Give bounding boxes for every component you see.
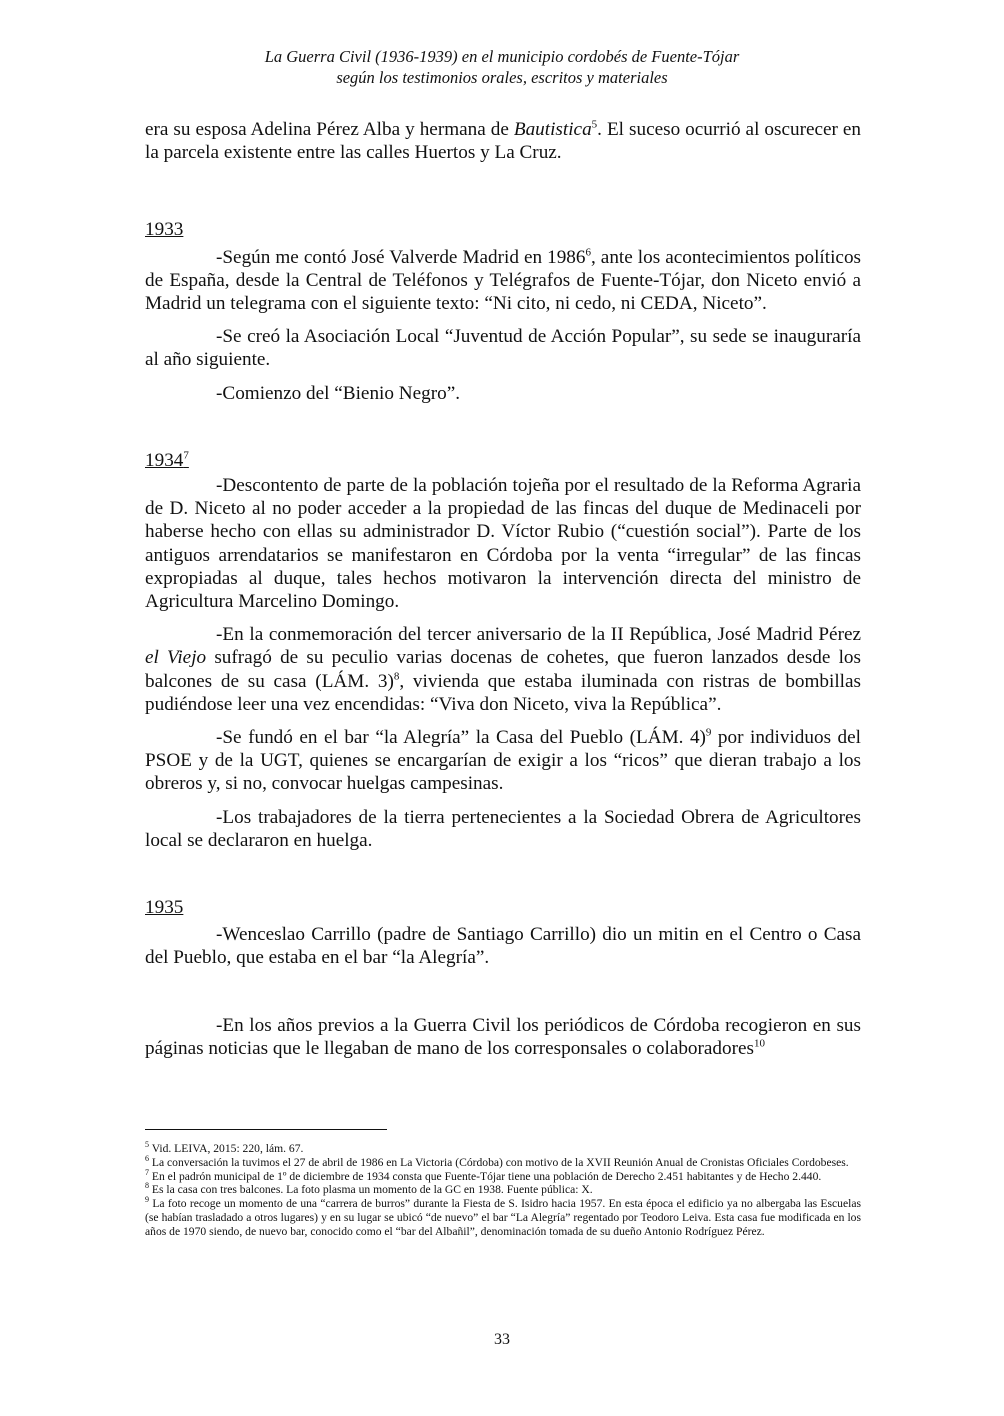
paragraph: -Se fundó en el bar “la Alegría” la Casa del Pueblo (LÁM. 4)$^9$ por individuos del PSOE y de la UGT, quienes se encargarían de exigir a los “ricos” que dieran trabajo a los obreros y, si no, convocar huelgas campesinas.: [145, 726, 861, 795]
footnote-ref: 7: [183, 449, 189, 462]
paragraph: -Comienzo del “Bienio Negro”.: [216, 382, 461, 404]
footnotes: [145, 1142, 861, 1239]
footnote: $^6$ La conversación la tuvimos el 27 de abril de 1986 en La Victoria (Córdoba) con motivo de la XVII Reunión Anual de Cronistas Oficiales Cordobeses.: [145, 1153, 849, 1169]
year-heading-1935: 1935: [145, 897, 184, 919]
paragraph: -Descontento de parte de la población tojeña por el resultado de la Reforma Agraria de D. Niceto al no poder acceder a la propiedad de las fincas del duque de Medinaceli por haberse hecho con ellas su administrador D. Víctor Rubio (“cuestión social”). Parte de los antiguos arrendatarios se manifestaron en Córdoba por la venta “irregular” de las fincas expropiadas al duque, tales hechos motivaron la intervención directa del ministro de Agricultura Marcelino Domingo.: [145, 475, 861, 613]
footnote-ref: 8: [393, 670, 400, 683]
footnote: $^5$ Vid. LEIVA, 2015: 220, lám. 67.: [145, 1140, 304, 1155]
paragraph: -Wenceslao Carrillo (padre de Santiago Carrillo) dio un mitin en el Centro o Casa del Pueblo, que estaba en el bar “la Alegría”.: [145, 924, 861, 969]
footnote-ref: 9: [705, 726, 712, 739]
footnote-ref: 6: [585, 246, 591, 259]
italic-nickname: el Viejo: [145, 647, 207, 669]
italic-name: Bautistica: [513, 119, 592, 140]
paragraph: -Los trabajadores de la tierra pertenecientes a la Sociedad Obrera de Agricultores local se declararon en huelga.: [145, 806, 861, 851]
main-text: [145, 118, 861, 1060]
year-heading-1934: 1934$^7$: [145, 449, 189, 471]
footnote: $^9$ La foto recoge un momento de una “carrera de burros” durante la Fiesta de S. Isidro hacia 1957. En esta época el edificio ya no albergaba las Escuelas (se habían trasladado a otros lugares) y en su lugar se ubicó “de nuevo” el bar “La Alegría” regentado por Teodoro Leiva. Esta casa fue modificada en los años de 1970 siendo, de nuevo bar, conocido como el “bar del Albañil”, denominación tomada de su dueño Antonio Rodríguez Pérez.: [145, 1195, 861, 1238]
footnote-ref: 10: [754, 1037, 765, 1050]
footnote-separator: [145, 1129, 387, 1130]
footnote-ref: 5: [591, 118, 598, 131]
paragraph: -Se creó la Asociación Local “Juventud de Acción Popular”, su sede se inauguraría al año siguiente.: [145, 326, 861, 371]
paragraph: -En los años previos a la Guerra Civil los periódicos de Córdoba recogieron en sus páginas noticias que le llegaban de mano de los corresponsales o colaboradores$^{10}$: [145, 1014, 861, 1059]
page-number: 33: [494, 1331, 510, 1348]
paragraph: -Según me contó José Valverde Madrid en 1986$^6$, ante los acontecimientos políticos de España, desde la Central de Teléfonos y Telégrafos de Fuente-Tójar, don Niceto envió a Madrid un telegrama con el siguiente texto: “Ni cito, ni cedo, ni CEDA, Niceto”.: [145, 246, 862, 315]
paragraph-continuation: era su esposa Adelina Pérez Alba y hermana de Bautistica$^5$. El suceso ocurrió al oscurecer en la parcela existente entre las calles Huertos y La Cruz.: [145, 118, 861, 164]
paragraph: -En la conmemoración del tercer aniversario de la II República, José Madrid Pérez el Viejo sufragó de su peculio varias docenas de cohetes, que fueron lanzados desde los balcones de su casa (LÁM. 3)$^8$, vivienda que estaba iluminada con ristras de bombillas pudiéndose leer una vez encendidas: “Viva don Niceto, viva la República”.: [145, 624, 861, 715]
header-title-line: La Guerra Civil (1936-1939) en el municipio cordobés de Fuente-Tójar: [264, 47, 740, 66]
header-subtitle-line: según los testimonios orales, escritos y materiales: [336, 68, 668, 87]
year-heading-1933: 1933: [145, 219, 184, 241]
running-header: [145, 46, 859, 88]
footnote: $^8$ Es la casa con tres balcones. La foto plasma un momento de la GC en 1938. Fuente pública: X.: [145, 1181, 593, 1197]
footnote: $^7$ En el padrón municipal de 1º de diciembre de 1934 consta que Fuente-Tójar tiene una población de Derecho 2.451 habitantes y de Hecho 2.440.: [145, 1167, 822, 1183]
